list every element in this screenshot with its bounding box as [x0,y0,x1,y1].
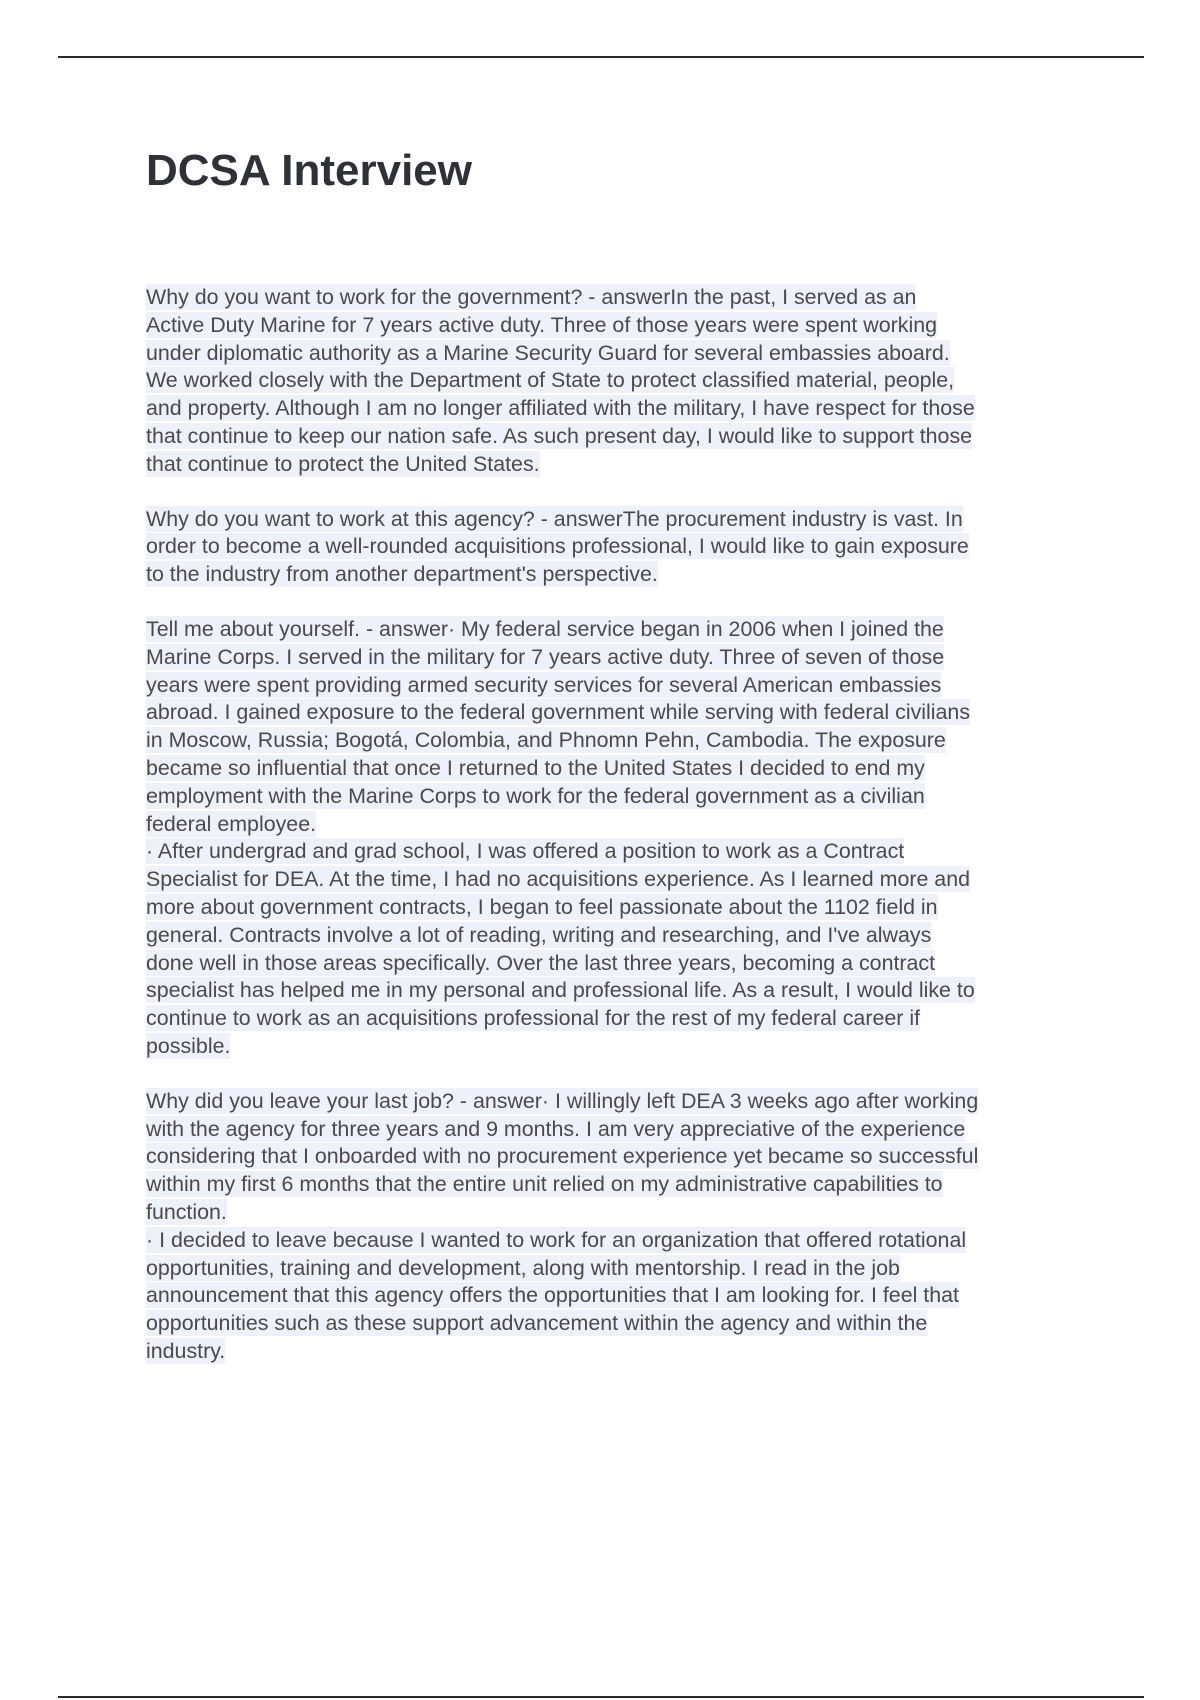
document-title: DCSA Interview [146,146,473,195]
qa-text: Why did you leave your last job? - answer· I willingly left DEA 3 weeks ago after working with the agency for three years and 9 months. I am very appreciative of the experience considering that I onboarded with no procurement experience yet became so successful within my first 6 months that the entire unit relied on my administrative capabilities to function. [146,1088,979,1224]
qa-paragraph [146,616,1094,838]
qa-paragraph [146,506,1094,589]
qa-paragraph [146,838,1094,1060]
qa-text: Why do you want to work for the government? - answerIn the past, I served as an Active Duty Marine for 7 years active duty. Three of those years were spent working under diplomatic authority as a Marine Security Guard for several embassies aboard. We worked closely with the Department of State to protect classified material, people, and property. Although I am no longer affiliated with the military, I have respect for those that continue to keep our nation safe. As such present day, I would like to support those that continue to protect the United States. [146,285,975,476]
header-rule [58,56,1144,58]
qa-item-agency [146,506,1094,589]
qa-paragraph [146,284,1094,479]
qa-text: Tell me about yourself. - answer· My federal service began in 2006 when I joined the Marine Corps. I served in the military for 7 years active duty. Three of seven of those years were spent providing armed security services for several American embassies abroad. I gained exposure to the federal government while serving with federal civilians in Moscow, Russia; Bogotá, Colombia, and Phnomn Pehn, Cambodia. The exposure became so influential that once I returned to the United States I decided to end my employment with the Marine Corps to work for the federal government as a civilian federal employee. [146,616,971,836]
document-body [146,284,1094,1393]
qa-paragraph [146,1088,1094,1227]
qa-text: · I decided to leave because I wanted to work for an organization that offered rotational opportunities, training and development, along with mentorship. I read in the job announcement that this agency offers the opportunities that I am looking for. I feel that opportunities such as these support advancement within the agency and within the industry. [146,1227,967,1363]
qa-item-yourself [146,616,1094,1061]
qa-item-government [146,284,1094,479]
qa-item-last-job [146,1088,1094,1366]
qa-text: · After undergrad and grad school, I was offered a position to work as a Contract Specialist for DEA. At the time, I had no acquisitions experience. As I learned more and more about government contracts, I began to feel passionate about the 1102 field in general. Contracts involve a lot of reading, writing and researching, and I've always done well in those areas specifically. Over the last three years, becoming a contract specialist has helped me in my personal and professional life. As a result, I would like to continue to work as an acquisitions professional for the rest of my federal career if possible. [146,839,975,1058]
qa-paragraph [146,1227,1094,1366]
qa-text: Why do you want to work at this agency? - answerThe procurement industry is vast. In order to become a well-rounded acquisitions professional, I would like to gain exposure to the industry from another department's perspective. [146,506,969,587]
footer-rule [58,1696,1144,1698]
